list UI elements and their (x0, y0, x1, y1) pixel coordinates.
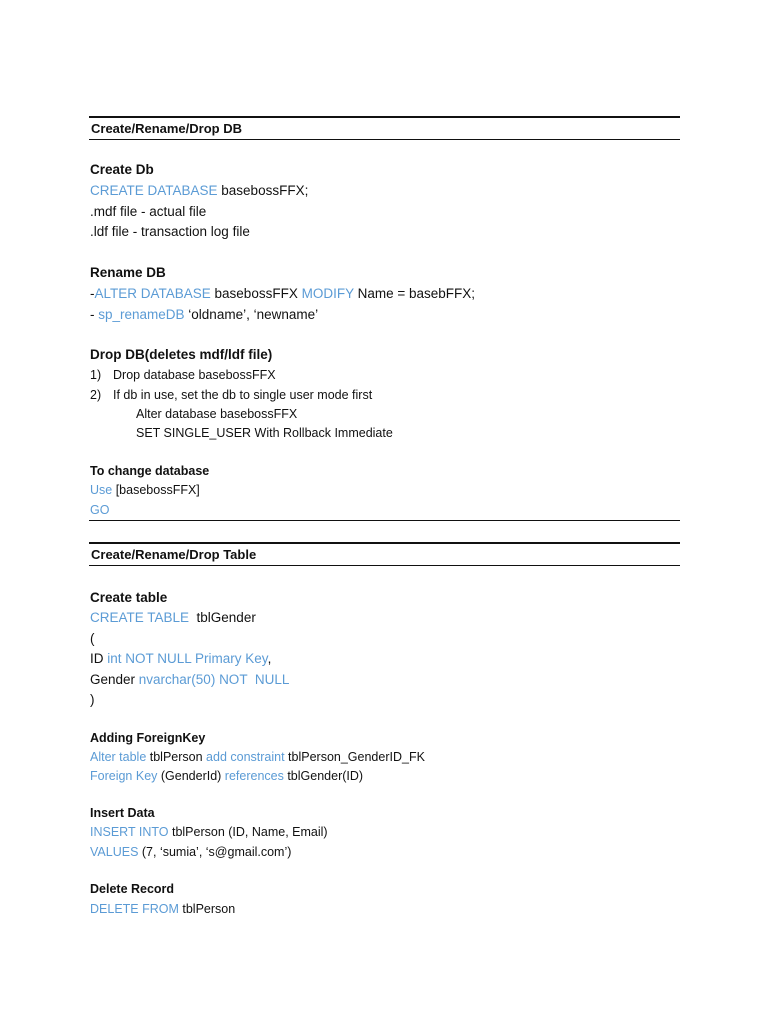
keyword: DELETE FROM (90, 902, 179, 916)
values-statement (90, 845, 291, 859)
alter-database-line: Alter database basebossFFX (136, 407, 298, 421)
keyword: nvarchar(50) NOT NULL (138, 672, 290, 687)
keyword: ALTER DATABASE (94, 286, 211, 301)
dash: - (90, 286, 95, 301)
list-item (90, 368, 276, 382)
statement-text: tblPerson (178, 902, 236, 916)
create-table-statement (90, 610, 256, 625)
list-text: Drop database basebossFFX (113, 368, 276, 382)
list-text: If db in use, set the db to single user mode first (113, 388, 373, 402)
column-name: Gender (90, 672, 139, 687)
foreign-key-heading: Adding ForeignKey (90, 731, 206, 745)
statement-text: , (267, 651, 272, 666)
statement-text: (7, ‘sumia’, ‘s@gmail.com’) (138, 845, 292, 859)
keyword: CREATE TABLE (90, 610, 190, 625)
foreign-key-statement (90, 769, 363, 783)
statement-text: (GenderId) (157, 769, 225, 783)
create-db-statement (90, 183, 308, 198)
insert-data-heading: Insert Data (90, 806, 155, 820)
statement-text: basebossFFX (210, 286, 302, 301)
keyword: Foreign Key (90, 769, 158, 783)
single-user-line: SET SINGLE_USER With Rollback Immediate (136, 426, 393, 440)
use-statement (90, 483, 200, 497)
dash: - (90, 307, 99, 322)
sp-renamedb-statement (90, 307, 318, 322)
section-divider (89, 520, 680, 521)
rename-db-heading: Rename DB (90, 265, 166, 280)
insert-into-statement (90, 825, 328, 839)
id-column-line (90, 651, 271, 666)
statement-text: tblGender(ID) (283, 769, 364, 783)
close-paren: ) (90, 692, 95, 707)
statement-text: tblPerson (ID, Name, Email) (168, 825, 328, 839)
keyword: MODIFY (301, 286, 354, 301)
column-name: ID (90, 651, 108, 666)
keyword: references (224, 769, 284, 783)
statement-text: Name = basebFFX; (353, 286, 476, 301)
alter-table-statement (90, 750, 425, 764)
delete-record-heading: Delete Record (90, 882, 175, 896)
statement-text: tblPerson (146, 750, 207, 764)
statement-text: [basebossFFX] (112, 483, 200, 497)
mdf-note: .mdf file - actual file (90, 204, 207, 219)
statement-text: ‘oldname’, ‘newname’ (184, 307, 319, 322)
statement-text: tblGender (189, 610, 256, 625)
keyword: Use (90, 483, 113, 497)
statement-text: tblPerson_GenderID_FK (284, 750, 425, 764)
list-number: 2) (90, 388, 102, 402)
drop-db-heading: Drop DB(deletes mdf/ldf file) (90, 347, 273, 362)
section-heading-table: Create/Rename/Drop Table (89, 542, 680, 566)
keyword: INSERT INTO (90, 825, 169, 839)
keyword: int NOT NULL Primary Key (107, 651, 268, 666)
go-statement (90, 503, 109, 517)
gender-column-line (90, 672, 289, 687)
delete-from-statement (90, 902, 235, 916)
ldf-note: .ldf file - transaction log file (90, 224, 250, 239)
create-db-heading: Create Db (90, 162, 154, 177)
list-item (90, 388, 372, 402)
create-table-heading: Create table (90, 590, 168, 605)
keyword: CREATE DATABASE (90, 183, 218, 198)
statement-text: basebossFFX; (217, 183, 309, 198)
keyword: sp_renameDB (98, 307, 185, 322)
keyword: Alter table (90, 750, 147, 764)
open-paren: ( (90, 631, 95, 646)
list-number: 1) (90, 368, 102, 382)
keyword: GO (90, 503, 110, 517)
alter-database-statement (90, 286, 475, 301)
keyword: VALUES (90, 845, 139, 859)
change-db-heading: To change database (90, 464, 210, 478)
keyword: add constraint (206, 750, 285, 764)
section-heading-db: Create/Rename/Drop DB (89, 116, 680, 140)
